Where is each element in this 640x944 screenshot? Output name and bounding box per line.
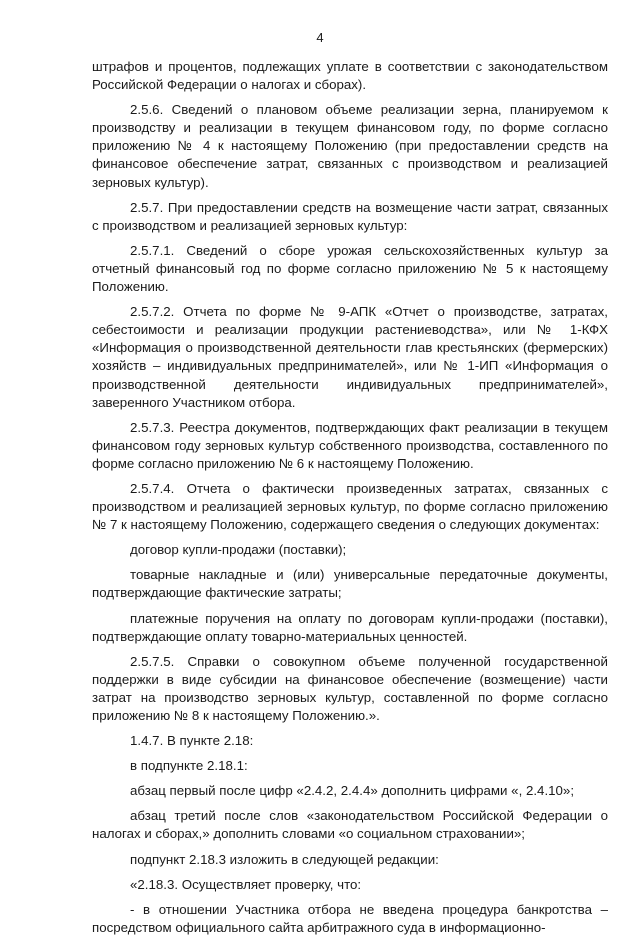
paragraph: - в отношении Участника отбора не введена процедура банкротства – посредством официального сайта арбитражного суда в информационно- xyxy=(92,901,608,935)
page-number: 4 xyxy=(316,30,324,45)
paragraph: товарные накладные и (или) универсальные передаточные документы, подтверждающие фактические затраты; xyxy=(92,567,608,601)
paragraph: 2.5.7.5. Справки о совокупном объеме полученной государственной поддержки в виде субсидии на финансовое обеспечение (возмещение) части затрат на производство зерновых культур, составленной по форме согласно приложению № 8 к настоящему Положению.». xyxy=(92,653,608,723)
paragraph: 2.5.7.3. Реестра документов, подтверждающих факт реализации в текущем финансовом году зерновых культур собственного производства, составленного по форме согласно приложению № 6 к настоящему Положению. xyxy=(92,419,608,471)
paragraph: абзац третий после слов «законодательством Российской Федерации о налогах и сборах,» дополнить словами «о социальном страховании»; xyxy=(92,808,608,842)
paragraph: 1.4.7. В пункте 2.18: xyxy=(130,733,254,749)
paragraph: 2.5.7.2. Отчета по форме № 9-АПК «Отчет о производстве, затратах, себестоимости и реализации продукции растениеводства», или № 1-КФХ «Информация о производственной деятельности глав крестьянских (фермерских) хозяйств – индивидуальных предпринимателей», или № 1-ИП «Информация о производственной деятельности индивидуальных предпринимателей», заверенного Участником отбора. xyxy=(92,304,608,410)
paragraph: подпункт 2.18.3 изложить в следующей редакции: xyxy=(130,851,439,867)
paragraph: договор купли-продажи (поставки); xyxy=(130,542,347,558)
paragraph: 2.5.7. При предоставлении средств на возмещение части затрат, связанных с производством и реализацией зерновых культур: xyxy=(92,199,608,233)
paragraph: платежные поручения на оплату по договорам купли-продажи (поставки), подтверждающие оплату товарно-материальных ценностей. xyxy=(92,610,608,644)
paragraph: «2.18.3. Осуществляет проверку, что: xyxy=(130,876,362,892)
document-body xyxy=(92,58,608,944)
paragraph: 2.5.7.1. Сведений о сборе урожая сельскохозяйственных культур за отчетный финансовый год по форме согласно приложению № 5 к настоящему Положению. xyxy=(92,242,608,295)
paragraph: в подпункте 2.18.1: xyxy=(130,758,248,774)
paragraph: абзац первый после цифр «2.4.2, 2.4.4» дополнить цифрами «, 2.4.10»; xyxy=(130,783,575,799)
paragraph: 2.5.6. Сведений о плановом объеме реализации зерна, планируемом к производству и реализации в текущем финансовом году, по форме согласно приложению № 4 к настоящему Положению (при предоставлении средств на финансовое обеспечение затрат, связанных с производством и реализацией зерновых культур). xyxy=(92,102,608,190)
paragraph: 2.5.7.4. Отчета о фактически произведенных затратах, связанных с производством и реализацией зерновых культур, по форме согласно приложению № 7 к настоящему Положению, содержащего сведения о следующих документах: xyxy=(92,480,608,533)
paragraph: штрафов и процентов, подлежащих уплате в соответствии с законодательством Российской Федерации о налогах и сборах). xyxy=(92,59,608,93)
